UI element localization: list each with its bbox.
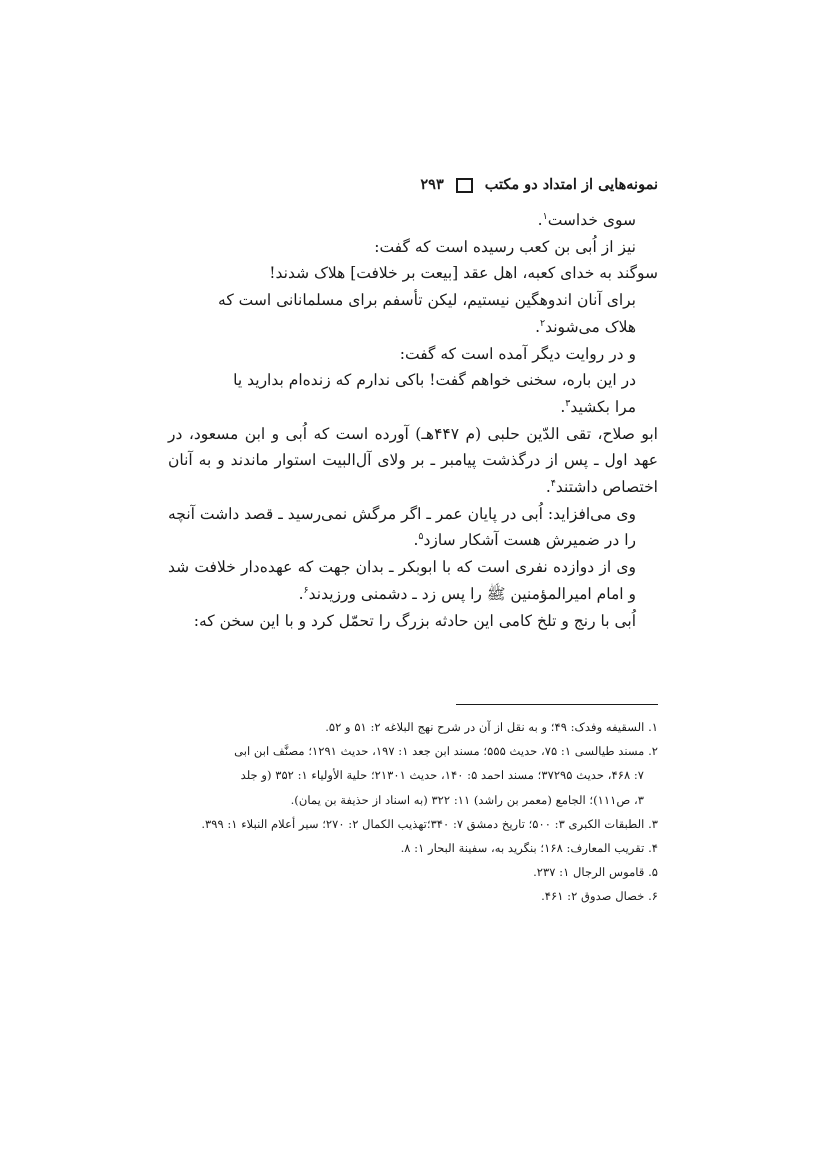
paragraph-6: وی از دوازده نفری است که با ابوبکر ـ بدان جهت که عهده‌دار خلافت شد و امام امیرالمؤمنین ﷺ را پس زد ـ دشمنی ورزیدند$^۶$. bbox=[168, 558, 636, 603]
paragraph-3: و در روایت دیگر آمده است که گفت: bbox=[399, 344, 636, 363]
footnote-2-cont: ۷: ۴۶۸، حدیث ۳۷۲۹۵؛ مسند احمد ۵: ۱۴۰، حدیث ۲۱۳۰۱؛ حلیة الأولیاء ۱: ۳۵۲ (و جلد bbox=[240, 768, 644, 783]
footnote-5: ۵. قاموس الرجال ۱: ۲۳۷. bbox=[533, 865, 658, 880]
footnote-6: ۶. خصال صدوق ۲: ۴۶۱. bbox=[541, 889, 658, 904]
verse-line-2: برای آنان اندوهگین نیستیم، لیکن تأسفم برای مسلمانانی است که bbox=[218, 291, 636, 310]
footnote-divider bbox=[456, 704, 658, 705]
footnote-ref-2[interactable]: ۲ bbox=[540, 317, 546, 329]
verse-line-3: هلاک می‌شوند$^۲$. bbox=[535, 317, 636, 336]
footnotes bbox=[168, 715, 658, 909]
page-number: ۲۹۳ bbox=[420, 175, 444, 193]
footnote-4: ۴. تقریب المعارف: ۱۶۸؛ بنگرید به، سفینة البحار ۱: ۸. bbox=[400, 841, 658, 856]
verse-line-5: مرا بکشید$^۳$. bbox=[560, 397, 636, 416]
paragraph-4: ابو صلاح، تقی الدّین حلبی (م ۴۴۷هـ) آورده است که اُبی و ابن مسعود، در عهد اول ـ پس از درگذشت پیامبر ـ بر ولای آل‌البیت استوار ماندند و به آنان اختصاص داشتند$^۴$. bbox=[168, 424, 658, 497]
paragraph-7: اُبی با رنج و تلخ کامی این حادثه بزرگ را تحمّل کرد و با این سخن که: bbox=[193, 611, 636, 630]
footnote-ref-4[interactable]: ۴ bbox=[550, 477, 556, 489]
footnote-ref-3[interactable]: ۳ bbox=[565, 397, 571, 409]
footnote-1: ۱. السقیفه وفدک: ۴۹؛ و به نقل از آن در شرح نهج البلاغه ۲: ۵۱ و ۵۲. bbox=[325, 720, 658, 734]
footnote-2-cont-2: ۳، ص۱۱۱)؛ الجامع (معمر بن راشد) ۱۱: ۳۲۲ (به اسناد از حذیفة بن یمان). bbox=[290, 792, 644, 807]
verse-line-4: در این باره، سخنی خواهم گفت! باکی ندارم که زنده‌ام بدارید یا bbox=[233, 371, 636, 390]
footnote-ref-1[interactable]: ۱ bbox=[542, 210, 548, 222]
body-text bbox=[168, 207, 658, 634]
paragraph-5: وی می‌افزاید: اُبی در پایان عمر ـ اگر مرگش نمی‌رسید ـ قصد داشت آنچه را در ضمیرش هست آشکار سازد$^۵$. bbox=[168, 504, 636, 550]
book-icon bbox=[456, 178, 473, 193]
header-title: نمونه‌هایی از امتداد دو مکتب bbox=[484, 175, 658, 193]
verse-line-1: سوگند به خدای کعبه، اهل عقد [بیعت بر خلافت] هلاک شدند! bbox=[269, 264, 658, 283]
paragraph-1: سوی خداست$^۱$. bbox=[537, 210, 636, 229]
footnote-ref-6[interactable]: ۶ bbox=[303, 584, 309, 596]
running-header bbox=[168, 172, 658, 196]
paragraph-2: نیز از اُبی بن کعب رسیده است که گفت: bbox=[374, 237, 636, 256]
footnote-ref-5[interactable]: ۵ bbox=[418, 531, 424, 543]
footnote-3: ۳. الطبقات الکبری ۳: ۵۰۰؛ تاریخ دمشق ۷: ۳۴۰؛تهذیب الکمال ۲: ۲۷۰؛ سیر أعلام النبلاء ۱: ۳۹۹. bbox=[201, 816, 658, 831]
footnote-2: ۲. مسند طیالسی ۱: ۷۵، حدیث ۵۵۵؛ مسند ابن جعد ۱: ۱۹۷، حدیث ۱۲۹۱؛ مصنَّف ابن ابی bbox=[234, 744, 658, 759]
